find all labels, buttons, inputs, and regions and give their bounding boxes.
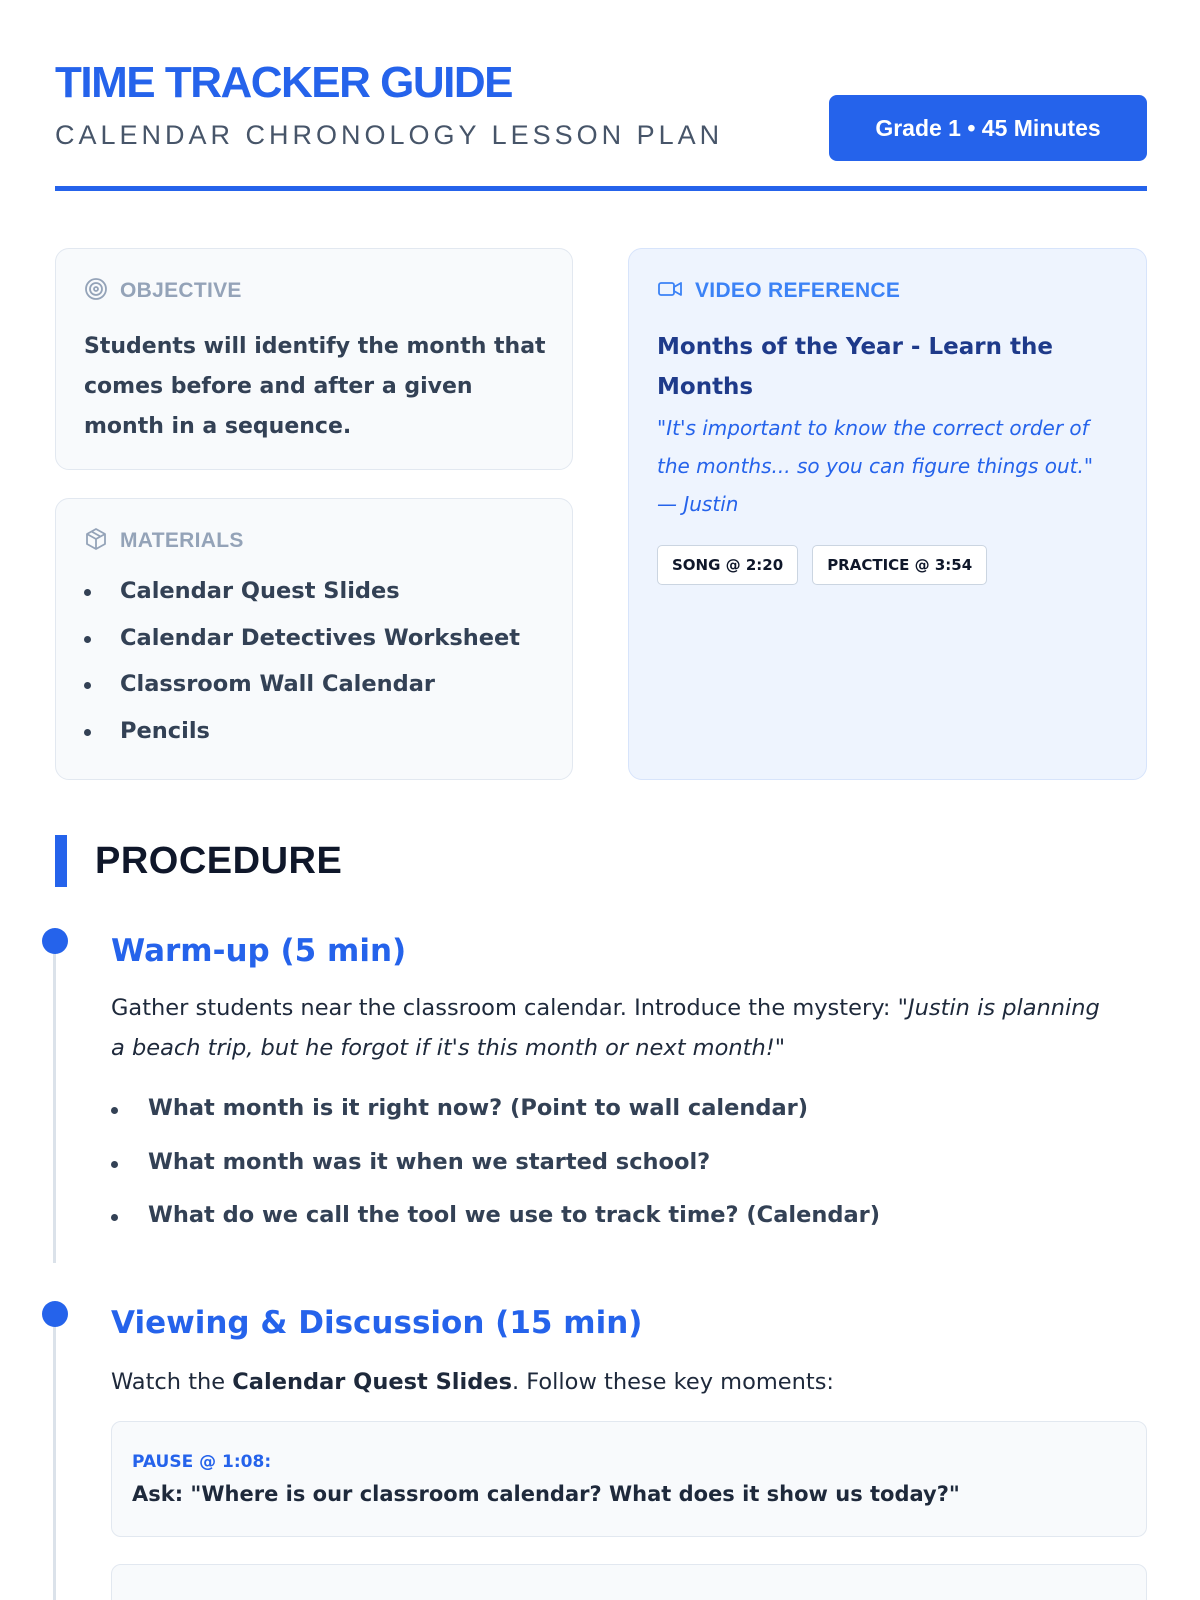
video-reference-card (628, 248, 1147, 780)
video-quote-author: — Justin (657, 492, 739, 516)
list-item: What month was it when we started school? (111, 1142, 880, 1196)
moment-label: PAUSE @ 1:08: (132, 1452, 272, 1472)
materials-label: MATERIALS (120, 529, 244, 552)
list-item: Calendar Quest Slides (84, 571, 520, 618)
grade-duration-badge: Grade 1 • 45 Minutes (829, 95, 1147, 161)
procedure-accent-bar (55, 835, 67, 887)
warmup-intro (111, 988, 1111, 1068)
list-item: What do we call the tool we use to track time? (Calendar) (111, 1195, 880, 1249)
video-title: Months of the Year - Learn the Months (657, 334, 1053, 400)
header (55, 55, 1147, 195)
warmup-intro-text: Gather students near the classroom calendar. Introduce the mystery: (111, 995, 898, 1021)
video-quote (657, 409, 1127, 523)
timestamp-tag-practice: PRACTICE @ 3:54 (812, 545, 987, 585)
page-title: TIME TRACKER GUIDE (55, 58, 512, 107)
viewing-intro-end: . Follow these key moments: (511, 1369, 835, 1395)
timestamp-tag-song: SONG @ 2:20 (657, 545, 798, 585)
timeline-dot (42, 1301, 68, 1327)
target-icon (84, 277, 108, 305)
video-timestamps (657, 545, 987, 585)
viewing-intro-text: Watch the (111, 1369, 233, 1395)
box-icon (84, 527, 108, 555)
objective-label: OBJECTIVE (120, 279, 242, 302)
key-moment-card (111, 1421, 1147, 1537)
warmup-questions (111, 1088, 880, 1249)
warmup-quote: "Justin is planning a beach trip, but he forgot if it's this month or next month!" (111, 995, 1100, 1061)
procedure-heading (55, 835, 342, 887)
header-divider (55, 186, 1147, 191)
list-item: What month is it right now? (Point to wall calendar) (111, 1088, 880, 1142)
procedure-title: PROCEDURE (95, 839, 343, 882)
video-quote-text: "It's important to know the correct order of the months... so you can figure things out." (657, 416, 1094, 478)
viewing-title: Viewing & Discussion (15 min) (111, 1305, 643, 1341)
materials-list (84, 571, 520, 757)
warmup-title: Warm-up (5 min) (111, 933, 407, 969)
materials-card (55, 498, 573, 780)
key-moment-card (111, 1564, 1147, 1600)
timeline-line (53, 943, 56, 1263)
timeline-line (53, 1315, 56, 1600)
video-header (657, 277, 900, 305)
video-camera-icon (657, 277, 683, 305)
timeline-dot (42, 928, 68, 954)
viewing-intro (111, 1362, 1111, 1402)
objective-header (84, 277, 242, 305)
list-item: Classroom Wall Calendar (84, 664, 520, 711)
materials-header (84, 527, 244, 555)
moment-text: Ask: "Where is our classroom calendar? What does it show us today?" (132, 1482, 960, 1506)
viewing-intro-bold: Calendar Quest Slides (232, 1369, 512, 1395)
objective-card (55, 248, 573, 470)
page-subtitle: CALENDAR CHRONOLOGY LESSON PLAN (55, 120, 724, 150)
objective-text: Students will identify the month that comes before and after a given month in a sequence. (84, 334, 546, 439)
video-label: VIDEO REFERENCE (695, 279, 901, 302)
list-item: Calendar Detectives Worksheet (84, 618, 520, 665)
list-item: Pencils (84, 711, 520, 758)
